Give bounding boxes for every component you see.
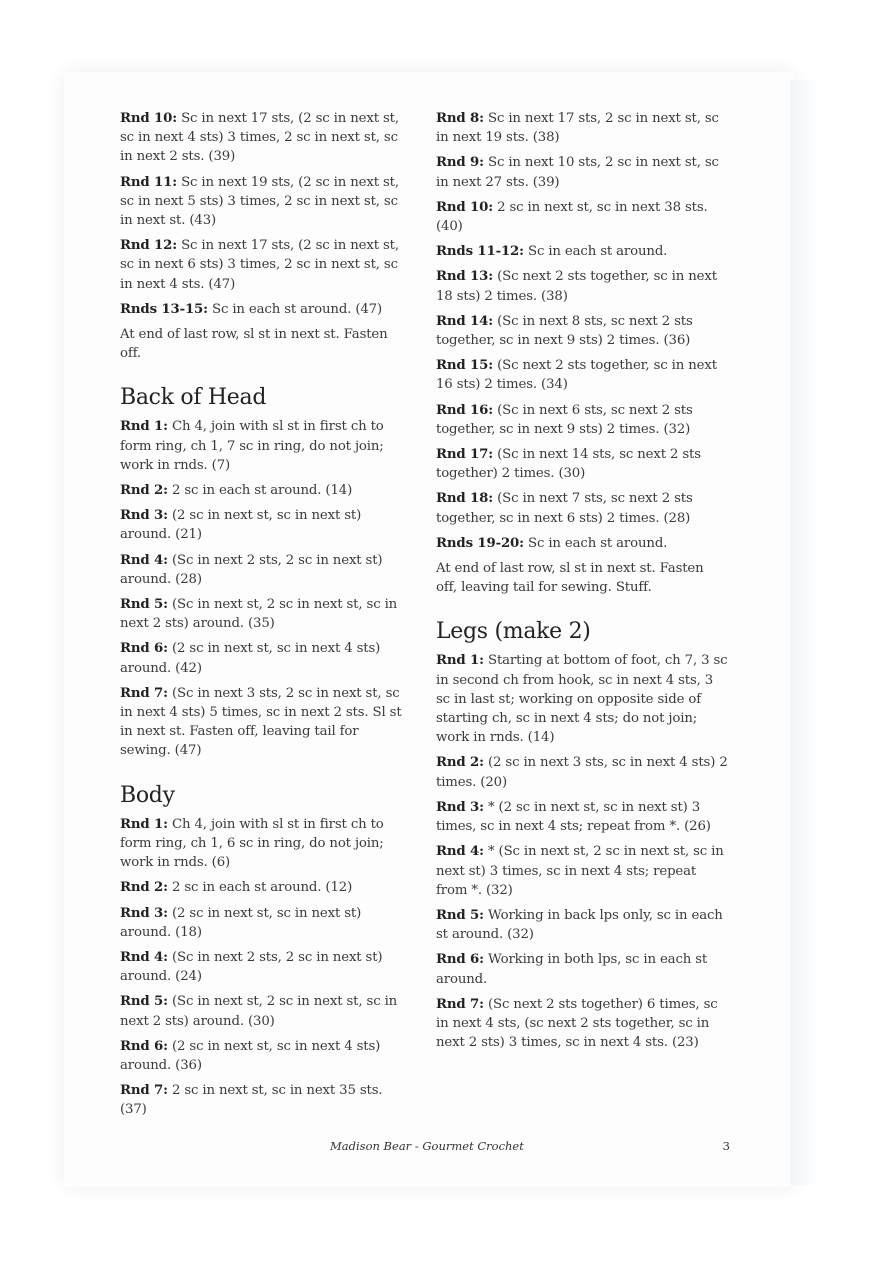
round-text: (Sc in next 6 sts, sc next 2 sts together, sc in next 9 sts) 2 times. (32) — [436, 402, 693, 437]
head-continued-rounds — [120, 109, 412, 363]
back-of-head-rounds — [120, 417, 412, 760]
instruction-row — [120, 878, 412, 897]
round-label: Rnd 12: — [120, 238, 178, 254]
round-text: At end of last row, sl st in next st. Fasten off, leaving tail for sewing. Stuff. — [436, 561, 704, 596]
round-text: Sc in next 10 sts, 2 sc in next st, sc in next 27 sts. (39) — [436, 155, 719, 190]
body-continued-rounds — [436, 109, 728, 597]
round-text: Ch 4, join with sl st in first ch to form ring, ch 1, 7 sc in ring, do not join; work in rnds. (7) — [120, 419, 384, 473]
instruction-row — [120, 300, 412, 319]
round-text: Sc in next 19 sts, (2 sc in next st, sc in next 5 sts) 3 times, 2 sc in next st, sc in next st. (43) — [120, 174, 399, 229]
instruction-row — [120, 815, 412, 873]
round-label: Rnd 6: — [120, 641, 168, 657]
instruction-row — [436, 445, 728, 483]
page-number: 3 — [722, 1139, 730, 1153]
round-text: Working in back lps only, sc in each st around. (32) — [436, 907, 723, 943]
legs-rounds — [436, 651, 728, 1052]
round-text: (2 sc in next 3 sts, sc in next 4 sts) 2 times. (20) — [436, 755, 728, 790]
round-text: Sc in each st around. (47) — [207, 301, 383, 317]
round-text: (Sc in next 2 sts, 2 sc in next st) around. (24) — [120, 949, 383, 985]
instruction-row — [120, 948, 412, 986]
round-text: * (Sc in next st, 2 sc in next st, sc in next st) 3 times, sc in next 4 sts; repeat from *. (32) — [436, 844, 724, 898]
round-text: (2 sc in next st, sc in next 4 sts) around. (36) — [120, 1038, 381, 1073]
round-text: (Sc in next 3 sts, 2 sc in next st, sc in next 4 sts) 5 times, sc in next 2 sts. Sl st in next st. Fasten off, leaving tail for sewing. (47) — [120, 685, 402, 759]
instruction-row — [436, 798, 728, 836]
round-text: Sc in each st around. — [523, 244, 668, 260]
round-text: (2 sc in next st, sc in next st) around. (18) — [120, 905, 362, 940]
instruction-row — [436, 534, 728, 553]
section-heading-legs: Legs (make 2) — [436, 619, 591, 645]
left-column — [120, 109, 412, 1126]
round-text: * (2 sc in next st, sc in next st) 3 times, sc in next 4 sts; repeat from *. (26) — [436, 799, 711, 835]
round-label: Rnd 13: — [436, 269, 494, 285]
instruction-row — [436, 651, 728, 747]
page-edge-shadow — [790, 80, 820, 1185]
section-heading-back-of-head: Back of Head — [120, 385, 267, 411]
body-rounds — [120, 815, 412, 1120]
round-label: Rnd 3: — [120, 905, 168, 921]
round-label: Rnd 1: — [436, 653, 484, 669]
instruction-row — [120, 109, 412, 167]
round-label: Rnd 14: — [436, 313, 494, 329]
round-text: (2 sc in next st, sc in next 4 sts) around. (42) — [120, 641, 381, 676]
instruction-row — [436, 995, 728, 1053]
round-label: Rnd 8: — [436, 111, 484, 126]
round-label: Rnd 10: — [436, 199, 494, 215]
round-text: At end of last row, sl st in next st. Fasten off. — [120, 327, 388, 362]
instruction-row — [436, 906, 728, 944]
round-label: Rnd 2: — [120, 483, 168, 499]
section-heading-body: Body — [120, 782, 175, 808]
instruction-row — [120, 992, 412, 1030]
round-text: 2 sc in next st, sc in next 38 sts. (40) — [436, 199, 708, 235]
round-label: Rnd 4: — [120, 552, 168, 568]
instruction-row — [120, 173, 412, 231]
round-text: 2 sc in each st around. (12) — [167, 880, 353, 896]
round-text: (Sc in next 7 sts, sc next 2 sts together, sc in next 6 sts) 2 times. (28) — [436, 491, 693, 526]
round-text: Sc in next 17 sts, (2 sc in next st, sc in next 6 sts) 3 times, 2 sc in next st, sc in next 4 sts. (47) — [120, 238, 399, 292]
round-text: Sc in next 17 sts, (2 sc in next st, sc in next 4 sts) 3 times, 2 sc in next st, sc in next 2 sts. (39) — [120, 111, 399, 165]
round-text: Sc in each st around. — [523, 535, 668, 551]
instruction-row — [436, 950, 728, 988]
round-label: Rnd 11: — [120, 174, 178, 190]
round-label: Rnd 2: — [120, 880, 168, 896]
round-text: 2 sc in next st, sc in next 35 sts. (37) — [120, 1083, 383, 1118]
round-text: Ch 4, join with sl st in first ch to form ring, ch 1, 6 sc in ring, do not join; work in rnds. (6) — [120, 816, 384, 871]
round-label: Rnd 1: — [120, 816, 168, 832]
round-text: (Sc in next 8 sts, sc next 2 sts together, sc in next 9 sts) 2 times. (36) — [436, 313, 693, 349]
instruction-row — [120, 595, 412, 633]
instruction-row — [436, 198, 728, 236]
round-label: Rnds 13-15: — [120, 301, 208, 317]
instruction-row — [120, 236, 412, 294]
round-text: 2 sc in each st around. (14) — [167, 483, 353, 499]
instruction-row — [436, 109, 728, 147]
round-label: Rnd 18: — [436, 491, 494, 507]
round-label: Rnd 9: — [436, 155, 484, 171]
instruction-row — [436, 267, 728, 305]
round-text: Sc in next 17 sts, 2 sc in next st, sc in next 19 sts. (38) — [436, 111, 719, 146]
instruction-row — [120, 1037, 412, 1075]
round-label: Rnds 11-12: — [436, 244, 524, 260]
right-column — [436, 109, 728, 1058]
round-text: (Sc next 2 sts together) 6 times, sc in next 4 sts, (sc next 2 sts together, sc in next 2 sts) 3 times, sc in next 4 sts. (23) — [436, 996, 718, 1051]
round-label: Rnd 3: — [120, 508, 168, 524]
round-label: Rnd 5: — [120, 994, 168, 1010]
instruction-row — [120, 1081, 412, 1119]
round-label: Rnds 19-20: — [436, 535, 524, 551]
instruction-row — [436, 153, 728, 191]
round-text: (Sc in next 14 sts, sc next 2 sts together) 2 times. (30) — [436, 447, 701, 482]
instruction-row — [120, 481, 412, 500]
round-label: Rnd 2: — [436, 755, 484, 771]
round-label: Rnd 17: — [436, 447, 494, 463]
instruction-row — [120, 904, 412, 942]
round-text: (Sc next 2 sts together, sc in next 16 sts) 2 times. (34) — [436, 358, 717, 393]
instruction-note — [120, 325, 412, 363]
round-label: Rnd 15: — [436, 358, 494, 374]
round-text: (Sc next 2 sts together, sc in next 18 sts) 2 times. (38) — [436, 269, 717, 304]
instruction-row — [436, 842, 728, 900]
round-text: (Sc in next st, 2 sc in next st, sc in next 2 sts) around. (30) — [120, 994, 398, 1029]
round-label: Rnd 3: — [436, 799, 484, 815]
round-label: Rnd 16: — [436, 402, 494, 418]
instruction-row — [436, 312, 728, 350]
instruction-note — [436, 559, 728, 597]
instruction-row — [436, 753, 728, 791]
round-label: Rnd 1: — [120, 419, 168, 435]
instruction-row — [436, 489, 728, 527]
instruction-row — [436, 401, 728, 439]
round-text: Starting at bottom of foot, ch 7, 3 sc in second ch from hook, sc in next 4 sts, 3 sc in last st; working on opposite side of starting ch, sc in next 4 sts; do not join; work in rnds. (14) — [436, 653, 728, 746]
round-text: (Sc in next st, 2 sc in next st, sc in next 2 sts) around. (35) — [120, 597, 398, 632]
round-label: Rnd 10: — [120, 111, 178, 126]
instruction-row — [120, 551, 412, 589]
footer-title: Madison Bear - Gourmet Crochet — [330, 1139, 524, 1153]
round-label: Rnd 5: — [120, 597, 168, 613]
round-label: Rnd 4: — [436, 844, 484, 860]
round-label: Rnd 7: — [436, 996, 484, 1012]
instruction-row — [120, 639, 412, 677]
round-text: Working in both lps, sc in each st around. — [436, 952, 708, 987]
instruction-row — [436, 356, 728, 394]
round-label: Rnd 6: — [436, 952, 484, 968]
round-label: Rnd 4: — [120, 949, 168, 965]
round-text: (Sc in next 2 sts, 2 sc in next st) around. (28) — [120, 552, 383, 587]
instruction-row — [120, 506, 412, 544]
round-label: Rnd 7: — [120, 685, 168, 701]
instruction-row — [120, 417, 412, 475]
round-text: (2 sc in next st, sc in next st) around. (21) — [120, 508, 362, 543]
round-label: Rnd 5: — [436, 907, 484, 923]
instruction-row — [120, 684, 412, 761]
round-label: Rnd 6: — [120, 1038, 168, 1054]
round-label: Rnd 7: — [120, 1083, 168, 1099]
instruction-row — [436, 242, 728, 261]
